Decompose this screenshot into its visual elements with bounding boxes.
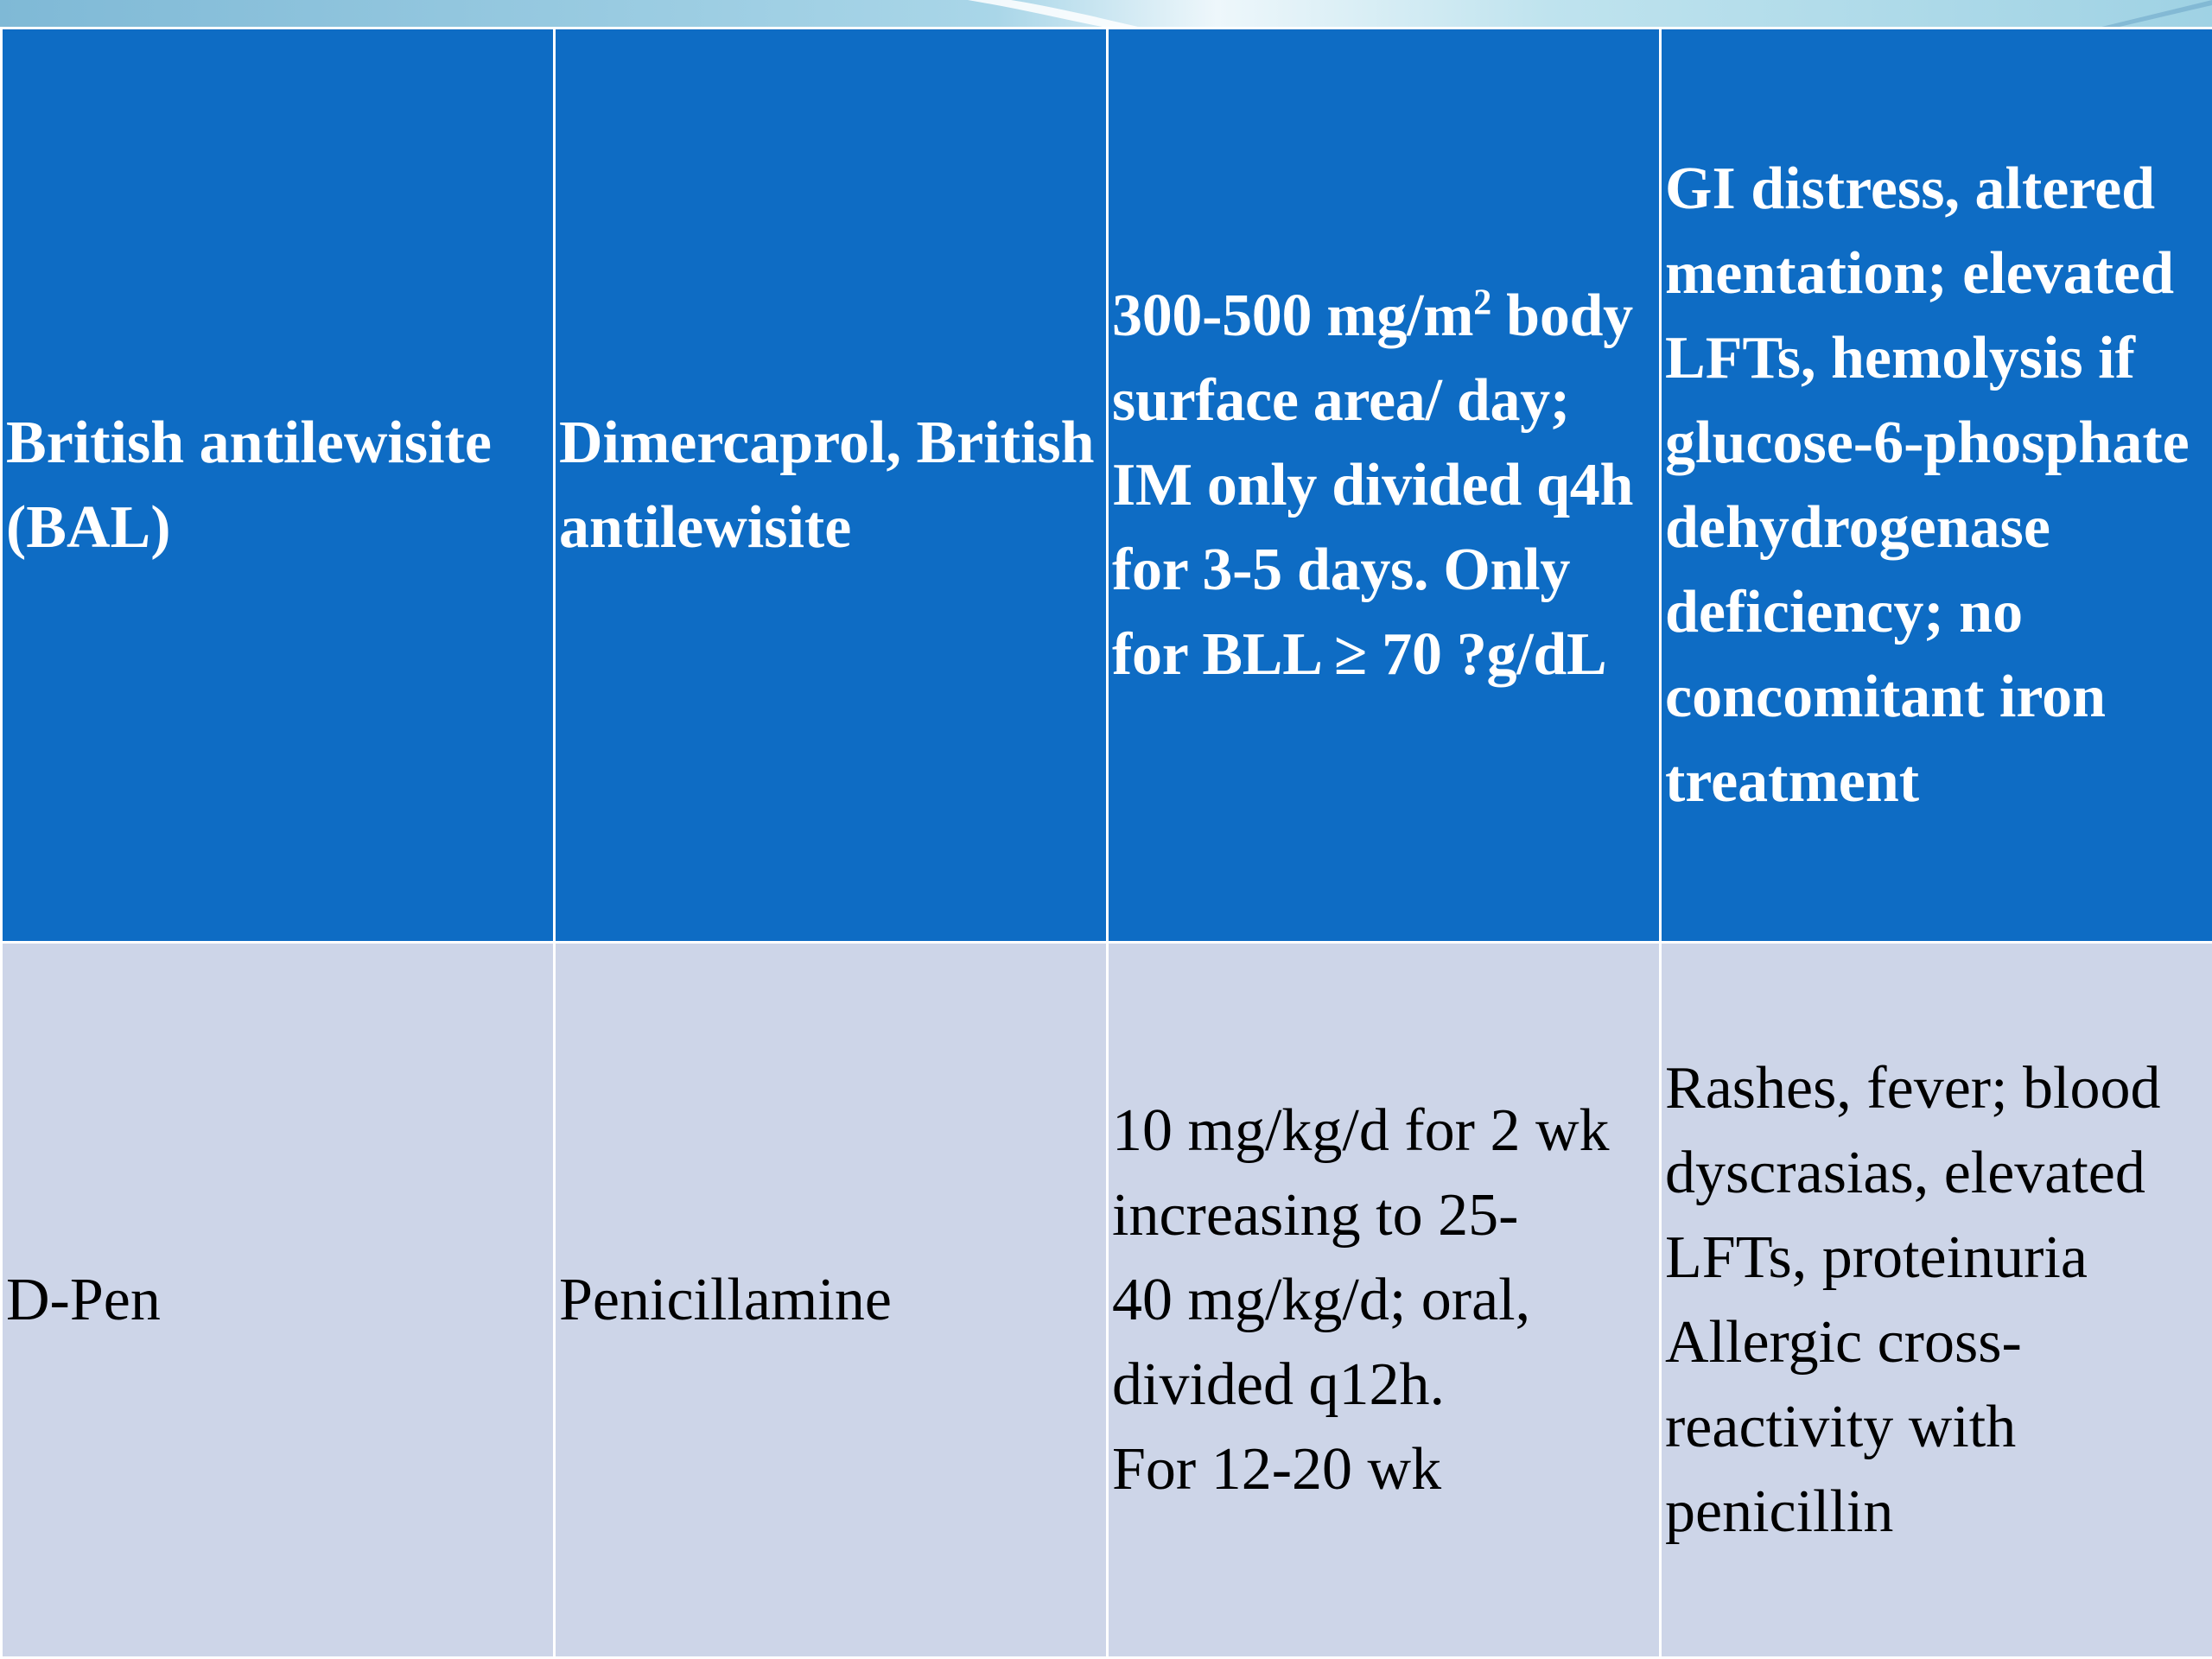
dose-lead-text: 300-500 mg/m xyxy=(1112,282,1474,349)
adverse-line: LFTs, proteinuria xyxy=(1665,1224,2088,1291)
cell-dose-dpen xyxy=(1108,943,1661,1658)
adverse-line: mentation; elevated xyxy=(1665,239,2175,307)
cell-adverse-effects-bal xyxy=(1661,29,2212,943)
adverse-line: Rashes, fever; blood xyxy=(1665,1054,2161,1122)
table-row-bal xyxy=(2,29,2212,943)
adverse-line: Allergic cross- xyxy=(1665,1308,2022,1376)
chelation-table xyxy=(0,27,2212,1659)
decorative-top-band xyxy=(0,0,2212,29)
cell-adverse-effects-dpen xyxy=(1661,943,2212,1658)
adverse-line: dyscrasias, elevated xyxy=(1665,1139,2145,1206)
adverse-line: glucose-6-phosphate xyxy=(1665,409,2190,476)
cell-drug-dpen xyxy=(555,943,1108,1658)
adverse-line: LFTs, hemolysis if xyxy=(1665,324,2135,391)
cell-drug-bal xyxy=(555,29,1108,943)
adverse-line: concomitant iron xyxy=(1665,663,2107,730)
dose-line: For 12-20 wk xyxy=(1112,1435,1442,1503)
abbreviation-text: British antilewisite (BAL) xyxy=(6,409,492,561)
adverse-line: deficiency; no xyxy=(1665,578,2024,645)
top-band-graphic xyxy=(0,0,2212,29)
abbreviation-text: D-Pen xyxy=(6,1266,161,1333)
dose-exponent: 2 xyxy=(1473,283,1491,323)
adverse-line: GI distress, altered xyxy=(1665,155,2156,222)
cell-abbreviation-dpen xyxy=(2,943,555,1658)
dose-tail-text: body surface area/ day; IM only divided q4h for 3-5 days. Only for BLL ≥ 70 ?g/dL xyxy=(1112,282,1634,688)
adverse-line: treatment xyxy=(1665,747,1920,815)
cell-abbreviation-bal xyxy=(2,29,555,943)
table-row-dpen xyxy=(2,943,2212,1658)
drug-text: Penicillamine xyxy=(559,1266,892,1333)
chelation-agents-table xyxy=(0,27,2212,1659)
dose-line: divided q12h. xyxy=(1112,1351,1445,1418)
dose-line: increasing to 25- xyxy=(1112,1181,1519,1249)
drug-text: Dimercaprol, British antilewisite xyxy=(559,409,1095,561)
adverse-line: reactivity with xyxy=(1665,1393,2017,1460)
adverse-line: dehydrogenase xyxy=(1665,493,2050,561)
dose-line: 40 mg/kg/d; oral, xyxy=(1112,1266,1531,1333)
adverse-line: penicillin xyxy=(1665,1478,1894,1545)
cell-dose-bal xyxy=(1108,29,1661,943)
dose-line: 10 mg/kg/d for 2 wk xyxy=(1112,1096,1610,1164)
